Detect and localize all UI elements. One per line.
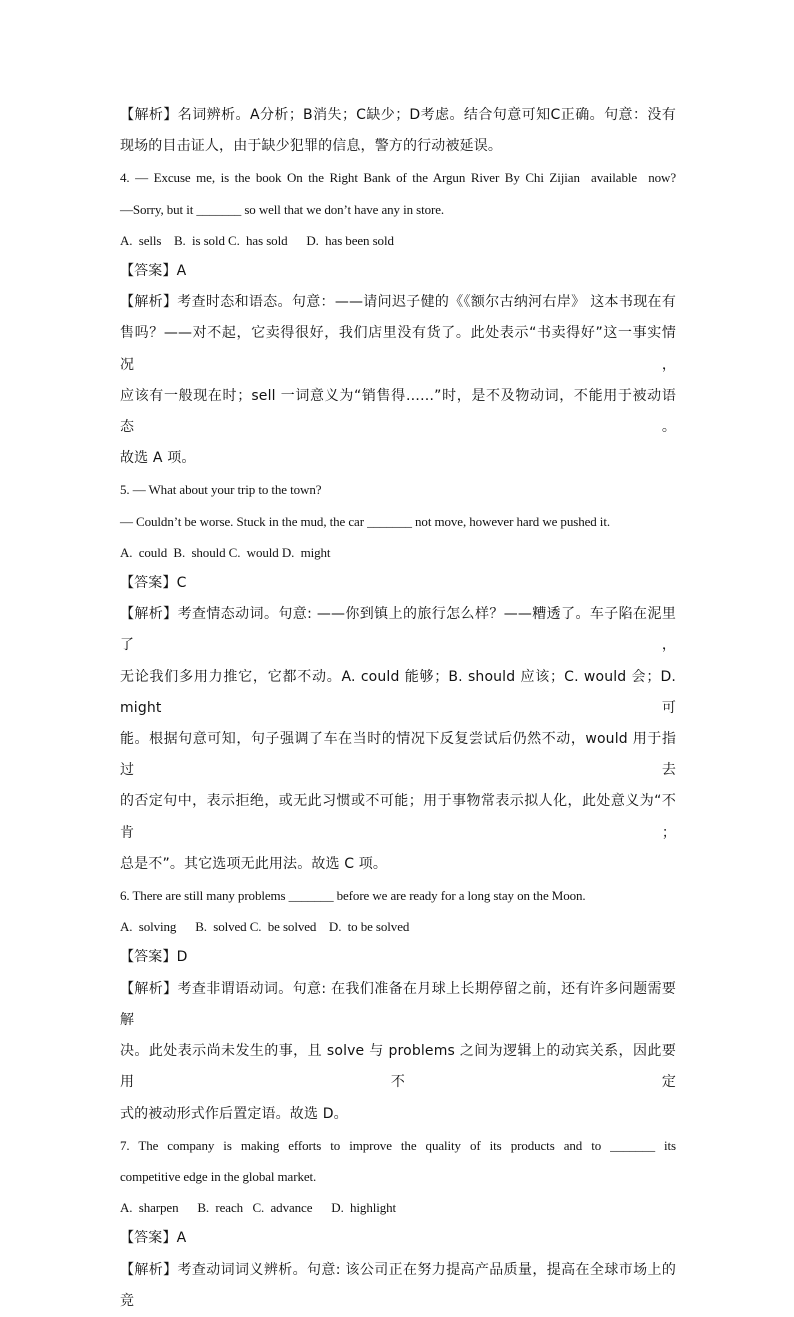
text-line: 【解析】名词辨析。A分析；B消失；C缺少；D考虑。结合句意可知C正确。句意：没有 [120, 107, 676, 123]
question-line: —Sorry, but it _______ so well that we don’t have any in store. [120, 201, 445, 217]
question-line: — Couldn’t be worse. Stuck in the mud, the car _______ not move, however hard we pushed it. [120, 513, 610, 529]
text-line: 【解析】考查非谓语动词。句意: 在我们准备在月球上长期停留之前，还有许多问题需要解 [120, 980, 676, 1028]
text-line: 【解析】考查时态和语态。句意：——请问迟子健的《《额尔古纳河右岸》 这本书现在有 [120, 294, 676, 311]
text-line: 【解析】考查动词词义辨析。句意: 该公司正在努力提高产品质量，提高在全球市场上的竞 [120, 1261, 676, 1309]
answer-line: 【答案】C [120, 575, 187, 592]
text-line: 【解析】考查情态动词。句意: ——你到镇上的旅行怎么样？——糟透了。车子陷在泥里了， [120, 606, 676, 654]
text-line: 式的被动形式作后置定语。故选 D。 [120, 1105, 348, 1122]
question-line: 4. — Excuse me, is the book On the Right Bank of the Argun River By Chi Zijian available now? [120, 170, 676, 186]
text-line: 无论我们多用力推它，它都不动。A. could 能够；B. should 应该；C. would 会；D. might 可 [120, 668, 681, 716]
question-line: 5. — What about your trip to the town? [120, 482, 322, 498]
options-line: A. sharpen B. reach C. advance D. highlight [120, 1200, 397, 1216]
text-line: 能。根据句意可知，句子强调了车在当时的情况下反复尝试后仍然不动，would 用于指过去 [120, 731, 676, 779]
options-line: A. could B. should C. would D. might [120, 544, 331, 560]
question-line: competitive edge in the global market. [120, 1168, 317, 1184]
text-line: 售吗？——对不起，它卖得很好，我们店里没有货了。此处表示“书卖得好”这一事实情况， [120, 325, 676, 373]
answer-line: 【答案】A [120, 263, 187, 280]
options-line: A. sells B. is sold C. has sold D. has been sold [120, 232, 394, 248]
question-line: 7. The company is making efforts to improve the quality of its products and to _______ its [120, 1137, 676, 1153]
question-line: 6. There are still many problems _______ before we are ready for a long stay on the Moon. [120, 888, 586, 904]
options-line: A. solving B. solved C. be solved D. to be solved [120, 919, 410, 935]
text-line: 故选 A 项。 [120, 450, 196, 467]
text-line: 的否定句中，表示拒绝，或无此习惯或不可能；用于事物常表示拟人化，此处意义为“不肯； [120, 793, 676, 841]
text-line: 决。此处表示尚未发生的事，且 solve 与 problems 之间为逻辑上的动宾关系，因此要用不定 [120, 1043, 676, 1091]
document-page [120, 100, 681, 1317]
text-line: 应该有一般现在时；sell 一词意义为“销售得……”时，是不及物动词，不能用于被动语态。 [120, 387, 676, 436]
answer-line: 【答案】A [120, 1230, 187, 1247]
text-line: 总是不”。其它选项无此用法。故选 C 项。 [120, 855, 388, 872]
answer-line: 【答案】D [120, 949, 188, 966]
text-line: 现场的目击证人，由于缺少犯罪的信息，警方的行动被延误。 [120, 138, 503, 155]
